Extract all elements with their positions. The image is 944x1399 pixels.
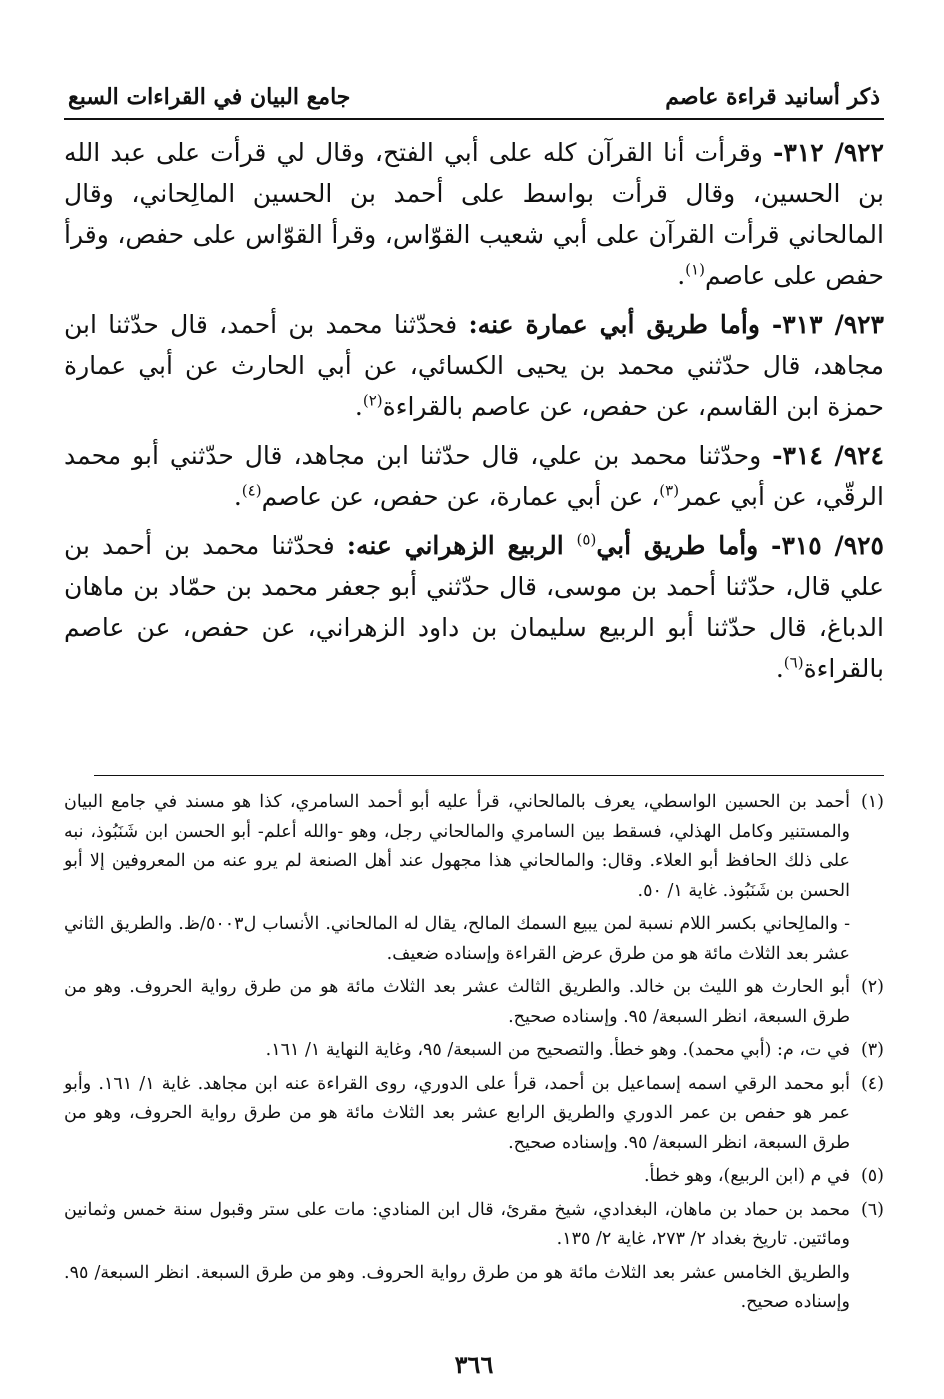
footnote-6-continuation: والطريق الخامس عشر بعد الثلاث مائة هو من طرق رواية الحروف. وهو من طرق السبعة. انظر السبعة/ ٩٥. وإسناده صحيح. <box>64 1262 850 1312</box>
footnote-rule <box>94 775 884 776</box>
paragraph-text: فحدّثنا محمد بن أحمد، قال حدّثنا ابن مجاهد، قال حدّثني محمد بن يحيى الكسائي، عن أبي الحارث عن أبي عمارة حمزة ابن القاسم، عن حفص، عن عاصم بالقراءة <box>64 310 884 421</box>
footnote-mark: (٥) <box>860 1166 884 1186</box>
footnote-text: في ت، م: (أبي محمد). وهو خطأ. والتصحيح من السبعة/ ٩٥، وغاية النهاية ١/ ١٦١. <box>265 1040 850 1060</box>
footnote-ref[interactable]: (١) <box>685 260 705 279</box>
paragraph-923 <box>64 304 884 427</box>
paragraph-lead-2: الربيع الزهراني عنه: <box>346 531 577 560</box>
footnote-text: محمد بن حماد بن ماهان، البغدادي، شيخ مقرئ، قال ابن المنادي: مات على ستر وقبول سنة خمس وثمانين ومائتين. تاريخ بغداد ٢/ ٢٧٣، غاية ٢/ ١٣٥. <box>64 1199 850 1249</box>
paragraph-number: ٩٢٣/ ٣١٣- <box>771 310 884 339</box>
paragraph-tail: . <box>775 654 784 683</box>
paragraph-922 <box>64 132 884 296</box>
footnote-4 <box>64 1070 884 1159</box>
footnote-6 <box>64 1196 884 1255</box>
footnote-2 <box>64 973 884 1032</box>
paragraph-tail: . <box>233 482 242 511</box>
footnote-text: في م (ابن الربيع)، وهو خطأ. <box>643 1166 850 1186</box>
paragraph-text-2: ، عن أبي عمارة، عن حفص، عن عاصم <box>261 482 660 511</box>
footnote-mark: (٢) <box>860 977 884 997</box>
paragraph-lead: وأما طريق أبي <box>596 531 772 560</box>
footnote-mark: (١) <box>860 792 884 812</box>
footnote-text: أبو محمد الرقي اسمه إسماعيل بن أحمد، قرأ على الدوري، روى القراءة عنه ابن مجاهد. غاية ١/ ١٦١. وأبو عمر هو حفص بن عمر الدوري والطريق الرابع عشر بعد الثلاث مائة هو من طرق رواية الحروف، وهو من طرق السبعة، انظر السبعة/ ٩٥. وإسناده صحيح. <box>64 1073 850 1153</box>
footnote-text: أحمد بن الحسين الواسطي، يعرف بالمالحاني، قرأ عليه أبو أحمد السامري، كذا هو مسند في جامع البيان والمستنير وكامل الهذلي، فسقط بين السامري والمالحاني رجل، وهو -والله أعلم- أبو الحسن ابن شَنَبُوذ، نبه على ذلك الحافظ أبو العلاء. وقال: والمالحاني هذا مجهول عند أهل الصنعة لم يرو عنه من المعروفين إلا أبو الحسن بن شَنَبُوذ. غاية ١/ ٥٠. <box>64 792 850 901</box>
paragraph-number: ٩٢٢/ ٣١٢- <box>773 138 884 167</box>
header-rule <box>64 118 884 120</box>
paragraph-text: وحدّثنا محمد بن علي، قال حدّثنا ابن مجاهد، قال حدّثني أبو محمد الرقّي، عن أبي عمر <box>64 441 884 511</box>
footnote-ref[interactable]: (٣) <box>659 481 680 500</box>
footnote-ref[interactable]: (٦) <box>783 653 804 672</box>
footnote-ref[interactable]: (٤) <box>241 481 262 500</box>
paragraph-lead: وأما طريق أبي عمارة عنه: <box>468 310 772 339</box>
paragraph-number: ٩٢٥/ ٣١٥- <box>771 531 884 560</box>
header-book-title: جامع البيان في القراءات السبع <box>68 84 351 110</box>
header-chapter-title: ذكر أسانيد قراءة عاصم <box>665 84 880 110</box>
footnote-mark: (٤) <box>860 1073 884 1094</box>
paragraph-text: وقرأت أنا القرآن كله على أبي الفتح، وقال لي قرأت على عبد الله بن الحسين، وقال قرأت بواسط على أحمد بن الحسين المالِحاني، وقال المالحاني قرأت القرآن على أبي شعيب القوّاس، وقرأ القوّاس على حفص، وقرأ حفص على عاصم <box>64 138 884 290</box>
running-header <box>64 70 884 110</box>
paragraph-tail: . <box>354 392 363 421</box>
footnote-mark: (٣) <box>860 1040 884 1060</box>
footnote-3 <box>64 1036 884 1066</box>
footnote-ref[interactable]: (٢) <box>362 391 383 410</box>
footnote-ref[interactable]: (٥) <box>576 530 597 549</box>
footnote-1-continuation: - والمالِحاني بكسر اللام نسبة لمن يبيع السمك المالح، يقال له المالحاني. الأنساب ل٥٠٠٣/ظ. والطريق الثاني عشر بعد الثلاث مائة هو من طرق عرض القراءة وإسناده ضعيف. <box>64 914 850 964</box>
page-number: ٣٦٦ <box>454 1350 494 1379</box>
footnote-mark: (٦) <box>860 1199 884 1220</box>
book-page <box>64 70 884 1380</box>
paragraph-text: فحدّثنا محمد بن أحمد بن علي قال، حدّثنا أحمد بن موسى، قال حدّثني أبو جعفر محمد بن حمّاد بن ماهان الدباغ، قال حدّثنا أبو الربيع سليمان بن داود الزهراني، عن حفص، عن عاصم بالقراءة <box>64 531 884 683</box>
main-text <box>64 132 884 697</box>
footnote-5 <box>64 1162 884 1192</box>
footnote-text: أبو الحارث هو الليث بن خالد. والطريق الثالث عشر بعد الثلاث مائة هو من طرق رواية الحروف. وهو من طرق السبعة، انظر السبعة/ ٩٥. وإسناده صحيح. <box>64 977 850 1027</box>
paragraph-924 <box>64 435 884 517</box>
footnote-1 <box>64 788 884 906</box>
footnotes <box>64 788 884 1322</box>
paragraph-number: ٩٢٤/ ٣١٤- <box>772 441 884 470</box>
paragraph-925 <box>64 525 884 689</box>
paragraph-tail: . <box>677 261 686 290</box>
